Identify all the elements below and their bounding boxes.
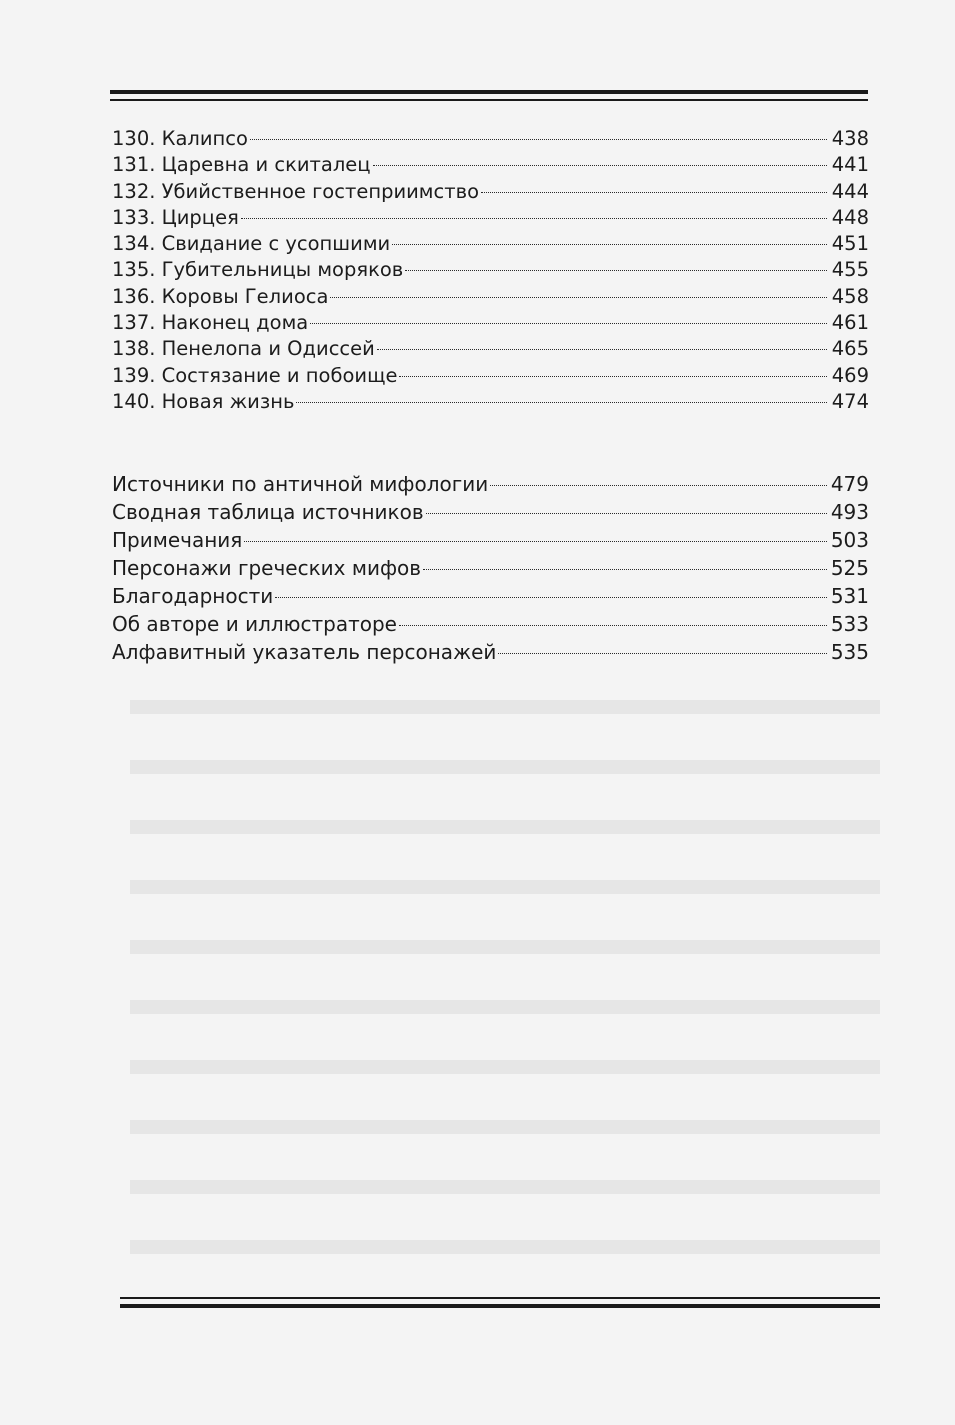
toc-entry-title: 133. Цирцея [112, 205, 239, 229]
leader-dots [330, 297, 827, 298]
bleed-line [130, 1060, 880, 1074]
toc-entry-page: 493 [830, 500, 869, 524]
bottom-rule [120, 1297, 880, 1308]
leader-dots [490, 485, 827, 486]
toc-entry-page: 441 [831, 153, 869, 177]
toc-entry-page: 533 [830, 612, 869, 636]
toc-entry-title: Примечания [112, 528, 243, 552]
bleed-line [130, 940, 880, 954]
toc-entry[interactable] [112, 179, 869, 205]
toc-entry[interactable] [112, 152, 869, 178]
toc-entry-page: 535 [830, 640, 869, 664]
toc-entry-page: 444 [831, 179, 869, 203]
toc-entry-page: 525 [830, 556, 869, 580]
toc-entry[interactable] [112, 638, 869, 666]
toc-entry-page: 465 [831, 337, 869, 361]
toc-entry-page: 451 [831, 232, 869, 256]
leader-dots [405, 270, 827, 271]
toc-entry[interactable] [112, 257, 869, 283]
chapter-list [112, 126, 869, 415]
toc-entry-title: 132. Убийственное гостеприимство [112, 179, 480, 203]
toc-entry[interactable] [112, 310, 869, 336]
top-rule [110, 90, 868, 101]
leader-dots [296, 402, 827, 403]
bleed-line [130, 700, 880, 714]
toc-entry-title: Персонажи греческих мифов [112, 556, 422, 580]
toc-entry-title: Об авторе и иллюстраторе [112, 612, 397, 636]
toc-entry-title: 135. Губительницы моряков [112, 258, 404, 282]
bleed-line [130, 1180, 880, 1194]
bleed-line [130, 1000, 880, 1014]
toc-entry[interactable] [112, 582, 869, 610]
toc-entry[interactable] [112, 363, 869, 389]
toc-entry-title: 139. Состязание и побоище [112, 363, 398, 387]
leader-dots [250, 139, 827, 140]
toc-entry-title: 136. Коровы Гелиоса [112, 284, 329, 308]
bleed-line [130, 880, 880, 894]
toc-entry[interactable] [112, 554, 869, 582]
bleed-line [130, 820, 880, 834]
toc-entry[interactable] [112, 389, 869, 415]
toc-entry-title: 138. Пенелопа и Одиссей [112, 337, 375, 361]
leader-dots [426, 513, 827, 514]
toc-entry-page: 469 [831, 363, 869, 387]
toc-entry-title: 140. Новая жизнь [112, 389, 295, 413]
toc-entry-page: 479 [830, 472, 869, 496]
toc-entry[interactable] [112, 284, 869, 310]
toc-entry-title: 130. Калипсо [112, 127, 248, 150]
toc-entry[interactable] [112, 336, 869, 362]
toc-entry-title: Источники по античной мифологии [112, 472, 489, 496]
leader-dots [423, 569, 827, 570]
toc-entry-title: 137. Наконец дома [112, 311, 309, 335]
leader-dots [377, 349, 827, 350]
toc-entry-page: 503 [830, 528, 869, 552]
leader-dots [392, 244, 827, 245]
toc-entry-page: 474 [831, 389, 869, 413]
toc-entry-page: 455 [831, 258, 869, 282]
toc-entry-page: 458 [831, 284, 869, 308]
toc-entry-title: 131. Царевна и скиталец [112, 153, 371, 177]
leader-dots [275, 597, 827, 598]
toc-entry-title: Алфавитный указатель персонажей [112, 640, 497, 664]
toc-entry-title: 134. Свидание с усопшими [112, 232, 391, 256]
toc-entry-page: 448 [831, 205, 869, 229]
leader-dots [399, 376, 827, 377]
toc-entry-page: 438 [831, 127, 869, 150]
toc-entry[interactable] [112, 470, 869, 498]
leader-dots [481, 192, 827, 193]
bleed-line [130, 1240, 880, 1254]
leader-dots [244, 541, 827, 542]
toc-entry-page: 461 [831, 311, 869, 335]
leader-dots [399, 625, 827, 626]
leader-dots [498, 653, 827, 654]
toc-entry[interactable] [112, 526, 869, 554]
bleed-line [130, 1120, 880, 1134]
toc-entry[interactable] [112, 498, 869, 526]
toc-entry-title: Сводная таблица источников [112, 500, 424, 524]
appendix-list [112, 470, 869, 666]
bleed-line [130, 760, 880, 774]
leader-dots [373, 165, 827, 166]
toc-entry[interactable] [112, 126, 869, 152]
toc-entry[interactable] [112, 205, 869, 231]
toc-entry[interactable] [112, 610, 869, 638]
toc-entry-title: Благодарности [112, 584, 274, 608]
toc-entry[interactable] [112, 231, 869, 257]
leader-dots [241, 218, 827, 219]
leader-dots [310, 323, 827, 324]
toc-entry-page: 531 [830, 584, 869, 608]
